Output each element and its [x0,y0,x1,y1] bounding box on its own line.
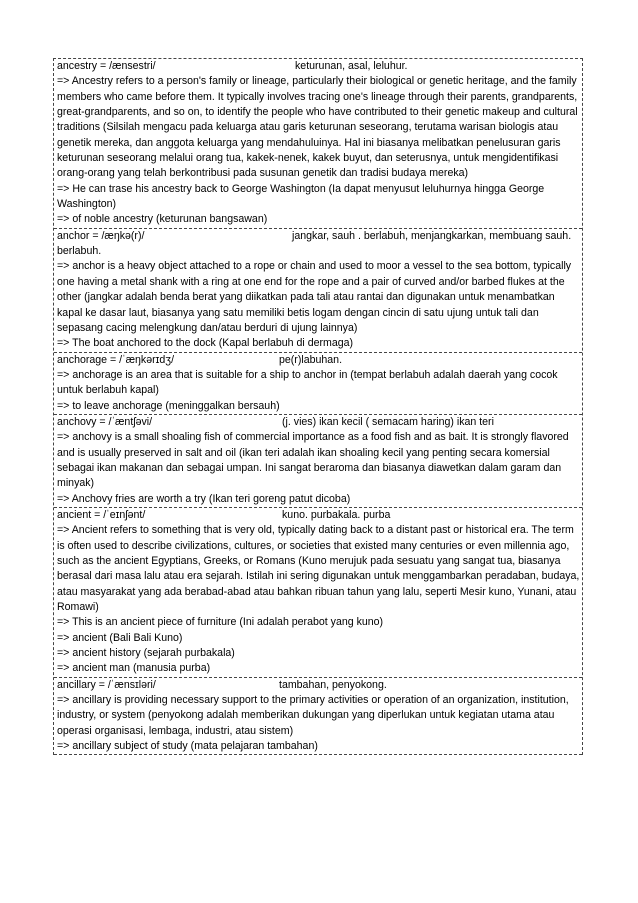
dictionary-entry [54,415,582,508]
entry-meaning: (j. vies) ikan kecil ( semacam haring) ikan teri [282,415,494,428]
entry-line: => of noble ancestry (keturunan bangsawan) [57,213,268,226]
entry-line: => Ancestry refers to a person's family or lineage, particularly their biological or genetic heritage, and the family members who came before them. It typically involves tracing one's lineage through their parents, grandparents, great-grandparents, and so on, to identify the people who have contributed to their genetic makeup and cultural traditions (Silsilah mengacu pada keluarga atau garis keturunan seseorang, terutama warisan biologis atau genetik mereka, dan anggota keluarga yang mendahuluinya. Hal ini biasanya melibatkan penelusuran garis keturunan seseorang melalui orang tua, kakek-nenek, kakek buyut, dan seterusnya, untuk mengidentifikasi orang-orang yang telah berkontribusi pada susunan genetik dan tradisi budaya mereka) [57,75,578,180]
entry-term: ancient = /ˈeɪnʃənt/ [57,508,146,521]
entry-term: anchorage = /ˈæŋkərɪdʒ/ [57,353,175,366]
entry-line: => Anchovy fries are worth a try (Ikan teri goreng patut dicoba) [57,492,351,505]
dictionary-entry [54,229,582,353]
dictionary-entry [54,508,582,678]
entry-header [57,229,580,260]
entry-line: => This is an ancient piece of furniture (Ini adalah perabot yang kuno) [57,616,384,629]
entry-line: => anchorage is an area that is suitable for a ship to anchor in (tempat berlabuh adalah daerah yang cocok untuk berlabuh kapal) [57,368,558,397]
dictionary-entry [54,59,582,229]
entry-meaning: kuno. purbakala. purba [282,508,391,521]
entry-line: => ancillary subject of study (mata pelajaran tambahan) [57,740,318,753]
entry-meaning: tambahan, penyokong. [279,678,387,691]
entry-header [57,59,580,74]
entry-header [57,678,580,693]
entry-line: => ancient history (sejarah purbakala) [57,647,235,660]
entry-line: => anchor is a heavy object attached to a rope or chain and used to moor a vessel to the sea bottom, typically one having a metal shank with a ring at one end for the rope and a pair of curved and/or barbed flukes at the other (jangkar adalah benda berat yang diikatkan pada tali atau rantai dan digunakan untuk menambatkan kapal ke dasar laut, biasanya yang satu memiliki betis logam dengan cincin di satu ujung untuk tali dan sepasang cacing melengkung dan/atau berduri di ujung lainnya) [57,260,572,334]
entry-term: ancestry = /ænsestri/ [57,60,156,72]
dictionary-entry [54,353,582,415]
entry-line: => ancillary is providing necessary support to the primary activities or operation of an organization, institution, industry, or system (penyokong adalah memberikan dukungan yang diperlukan untuk kegiatan utama atau operasi organisasi, lembaga, industri, atau sistem) [57,694,569,737]
entry-line: => anchovy is a small shoaling fish of commercial importance as a food fish and as bait. It is strongly flavored and is usually preserved in salt and oil (ikan teri adalah ikan shoaling kecil yang penting secara komersial sebagai ikan makanan dan sebagai umpan. Ini sangat beraroma dan biasanya diawetkan dalam garam dan minyak) [57,431,569,490]
entry-header [57,415,580,430]
dictionary-entry [54,678,582,756]
entry-line: => to leave anchorage (meninggalkan bersauh) [57,399,280,412]
entry-line: => Ancient refers to something that is very old, typically dating back to a distant past or historical era. The term is often used to describe civilizations, cultures, or societies that existed many centuries or even millennia ago, such as the ancient Egyptians, Greeks, or Romans (Kuno merujuk pada sesuatu yang sangat tua, biasanya berasal dari masa lalu atau era sejarah. Istilah ini sering digunakan untuk menggambarkan peradaban, budaya, atau masyarakat yang ada berabad-abad atau bahkan ribuan tahun yang lalu, seperti Mesir kuno, Yunani, atau Romawi) [57,524,580,614]
dictionary-table [53,58,583,755]
entry-meaning: jangkar, sauh . berlabuh, menjangkarkan, membuang sauh. berlabuh. [57,229,572,258]
entry-meaning: pe(r)labuhan. [279,353,343,366]
entry-line: => ancient (Bali Bali Kuno) [57,631,183,644]
entry-header [57,508,580,523]
entry-header [57,353,580,368]
entry-line: => He can trase his ancestry back to George Washington (Ia dapat menyusut leluhurnya hingga George Washington) [57,182,545,211]
entry-line: => ancient man (manusia purba) [57,662,211,675]
entry-term: anchovy = /ˈæntʃəvi/ [57,415,153,428]
entry-line: => The boat anchored to the dock (Kapal berlabuh di dermaga) [57,337,354,350]
entry-term: ancillary = /ˈænsɪləri/ [57,678,156,691]
entry-meaning: keturunan, asal, leluhur. [295,60,408,72]
entry-term: anchor = /æŋkə(r)/ [57,229,145,242]
